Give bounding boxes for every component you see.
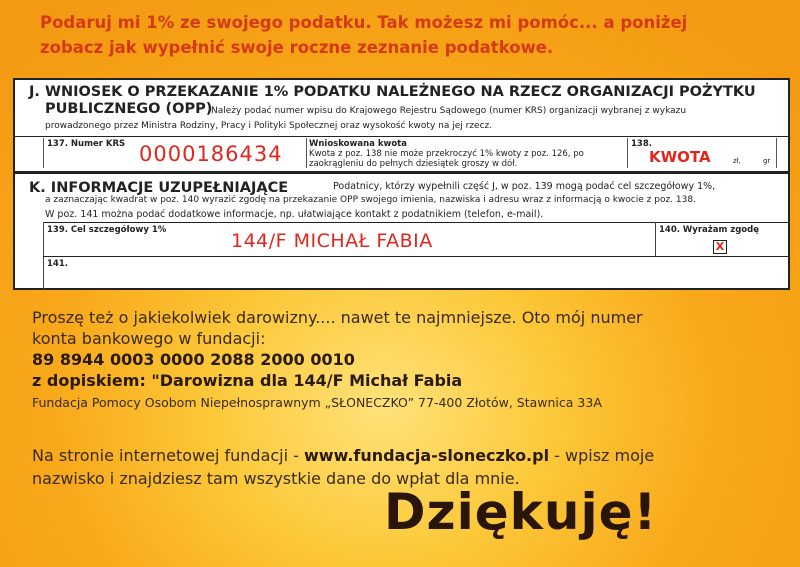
- field-139-value: 144/F MICHAŁ FABIA: [231, 230, 433, 252]
- field-138-label: 138.: [631, 139, 652, 149]
- foundation-website-link[interactable]: www.fundacja-sloneczko.pl: [304, 446, 550, 465]
- section-j-title-line-1: J. WNIOSEK O PRZEKAZANIE 1% PODATKU NALEŻNEGO NA RZECZ ORGANIZACJI POŻYTKU: [29, 84, 756, 100]
- amount-note-2: zaokrągleniu do pełnych dziesiątek groszy w dół.: [309, 159, 518, 169]
- divider: [43, 256, 788, 257]
- amount-label: Wnioskowana kwota: [309, 139, 407, 149]
- website-prefix: Na stronie internetowej fundacji -: [32, 446, 305, 465]
- field-139-label: 139. Cel szczegółowy 1%: [47, 225, 167, 235]
- section-k-text-1: Podatnicy, którzy wypełnili część J, w poz. 139 mogą podać cel szczegółowy 1%,: [333, 181, 716, 192]
- donation-line-2: konta bankowego w fundacji:: [32, 329, 266, 348]
- krs-label: 137. Numer KRS: [47, 139, 126, 149]
- field-140-label: 140. Wyrażam zgodę: [659, 225, 759, 235]
- foundation-address: Fundacja Pomocy Osobom Niepełnosprawnym „SŁONECZKO” 77-400 Złotów, Stawnica 33A: [32, 395, 602, 410]
- consent-checkbox[interactable]: X: [713, 240, 727, 254]
- divider: [15, 136, 788, 137]
- divider: [655, 222, 656, 256]
- amount-note-1: Kwota z poz. 138 nie może przekroczyć 1% kwoty z poz. 126, po: [309, 149, 584, 159]
- section-j-note-line-1: Należy podać numer wpisu do Krajowego Rejestru Sądowego (numer KRS) organizacji wybranej z wykazu: [211, 106, 687, 116]
- donation-request: [32, 307, 643, 391]
- transfer-note: z dopiskiem: "Darowizna dla 144/F Michał Fabia: [32, 371, 463, 390]
- currency-zl: zł,: [733, 157, 741, 165]
- section-j-note-line-2: prowadzonego przez Ministra Rodziny, Pracy i Polityki Społecznej oraz wysokość kwoty na jej rzecz.: [45, 121, 493, 131]
- field-138-value: KWOTA: [649, 148, 711, 166]
- divider: [43, 222, 788, 223]
- section-k-title: K. INFORMACJE UZUPEŁNIAJĄCE: [29, 180, 289, 196]
- intro-line-1: Podaruj mi 1% ze swojego podatku. Tak możesz mi pomóc... a poniżej: [40, 13, 688, 32]
- thank-you-heading: Dziękuję!: [384, 483, 658, 541]
- donation-line-1: Proszę też o jakiekolwiek darowizny.... nawet te najmniejsze. Oto mój numer: [32, 308, 643, 327]
- section-k-text-2: a zaznaczając kwadrat w poz. 140 wyrazić zgodę na przekazanie OPP swojego imienia, nazwiska i adresu wraz z informacją o kwocie z poz. 138.: [45, 195, 696, 205]
- website-line-2: nazwisko i znajdziesz tam wszystkie dane do wpłat dla mnie.: [32, 469, 520, 488]
- bank-account-number: 89 8944 0003 0000 2088 2000 0010: [32, 350, 355, 369]
- field-141-label: 141.: [47, 259, 68, 269]
- currency-gr: gr: [763, 157, 771, 165]
- tax-form-excerpt: [13, 78, 790, 290]
- section-divider: [15, 171, 788, 174]
- section-j-title-line-2: PUBLICZNEGO (OPP): [45, 101, 213, 117]
- website-suffix: - wpisz moje: [549, 446, 655, 465]
- krs-value: 0000186434: [139, 142, 283, 166]
- section-k-text-3: W poz. 141 można podać dodatkowe informacje, np. ułatwiające kontakt z podatnikiem (telefon, e-mail).: [45, 209, 544, 220]
- intro-text: [40, 10, 780, 60]
- intro-line-2: zobacz jak wypełnić swoje roczne zeznanie podatkowe.: [40, 38, 554, 57]
